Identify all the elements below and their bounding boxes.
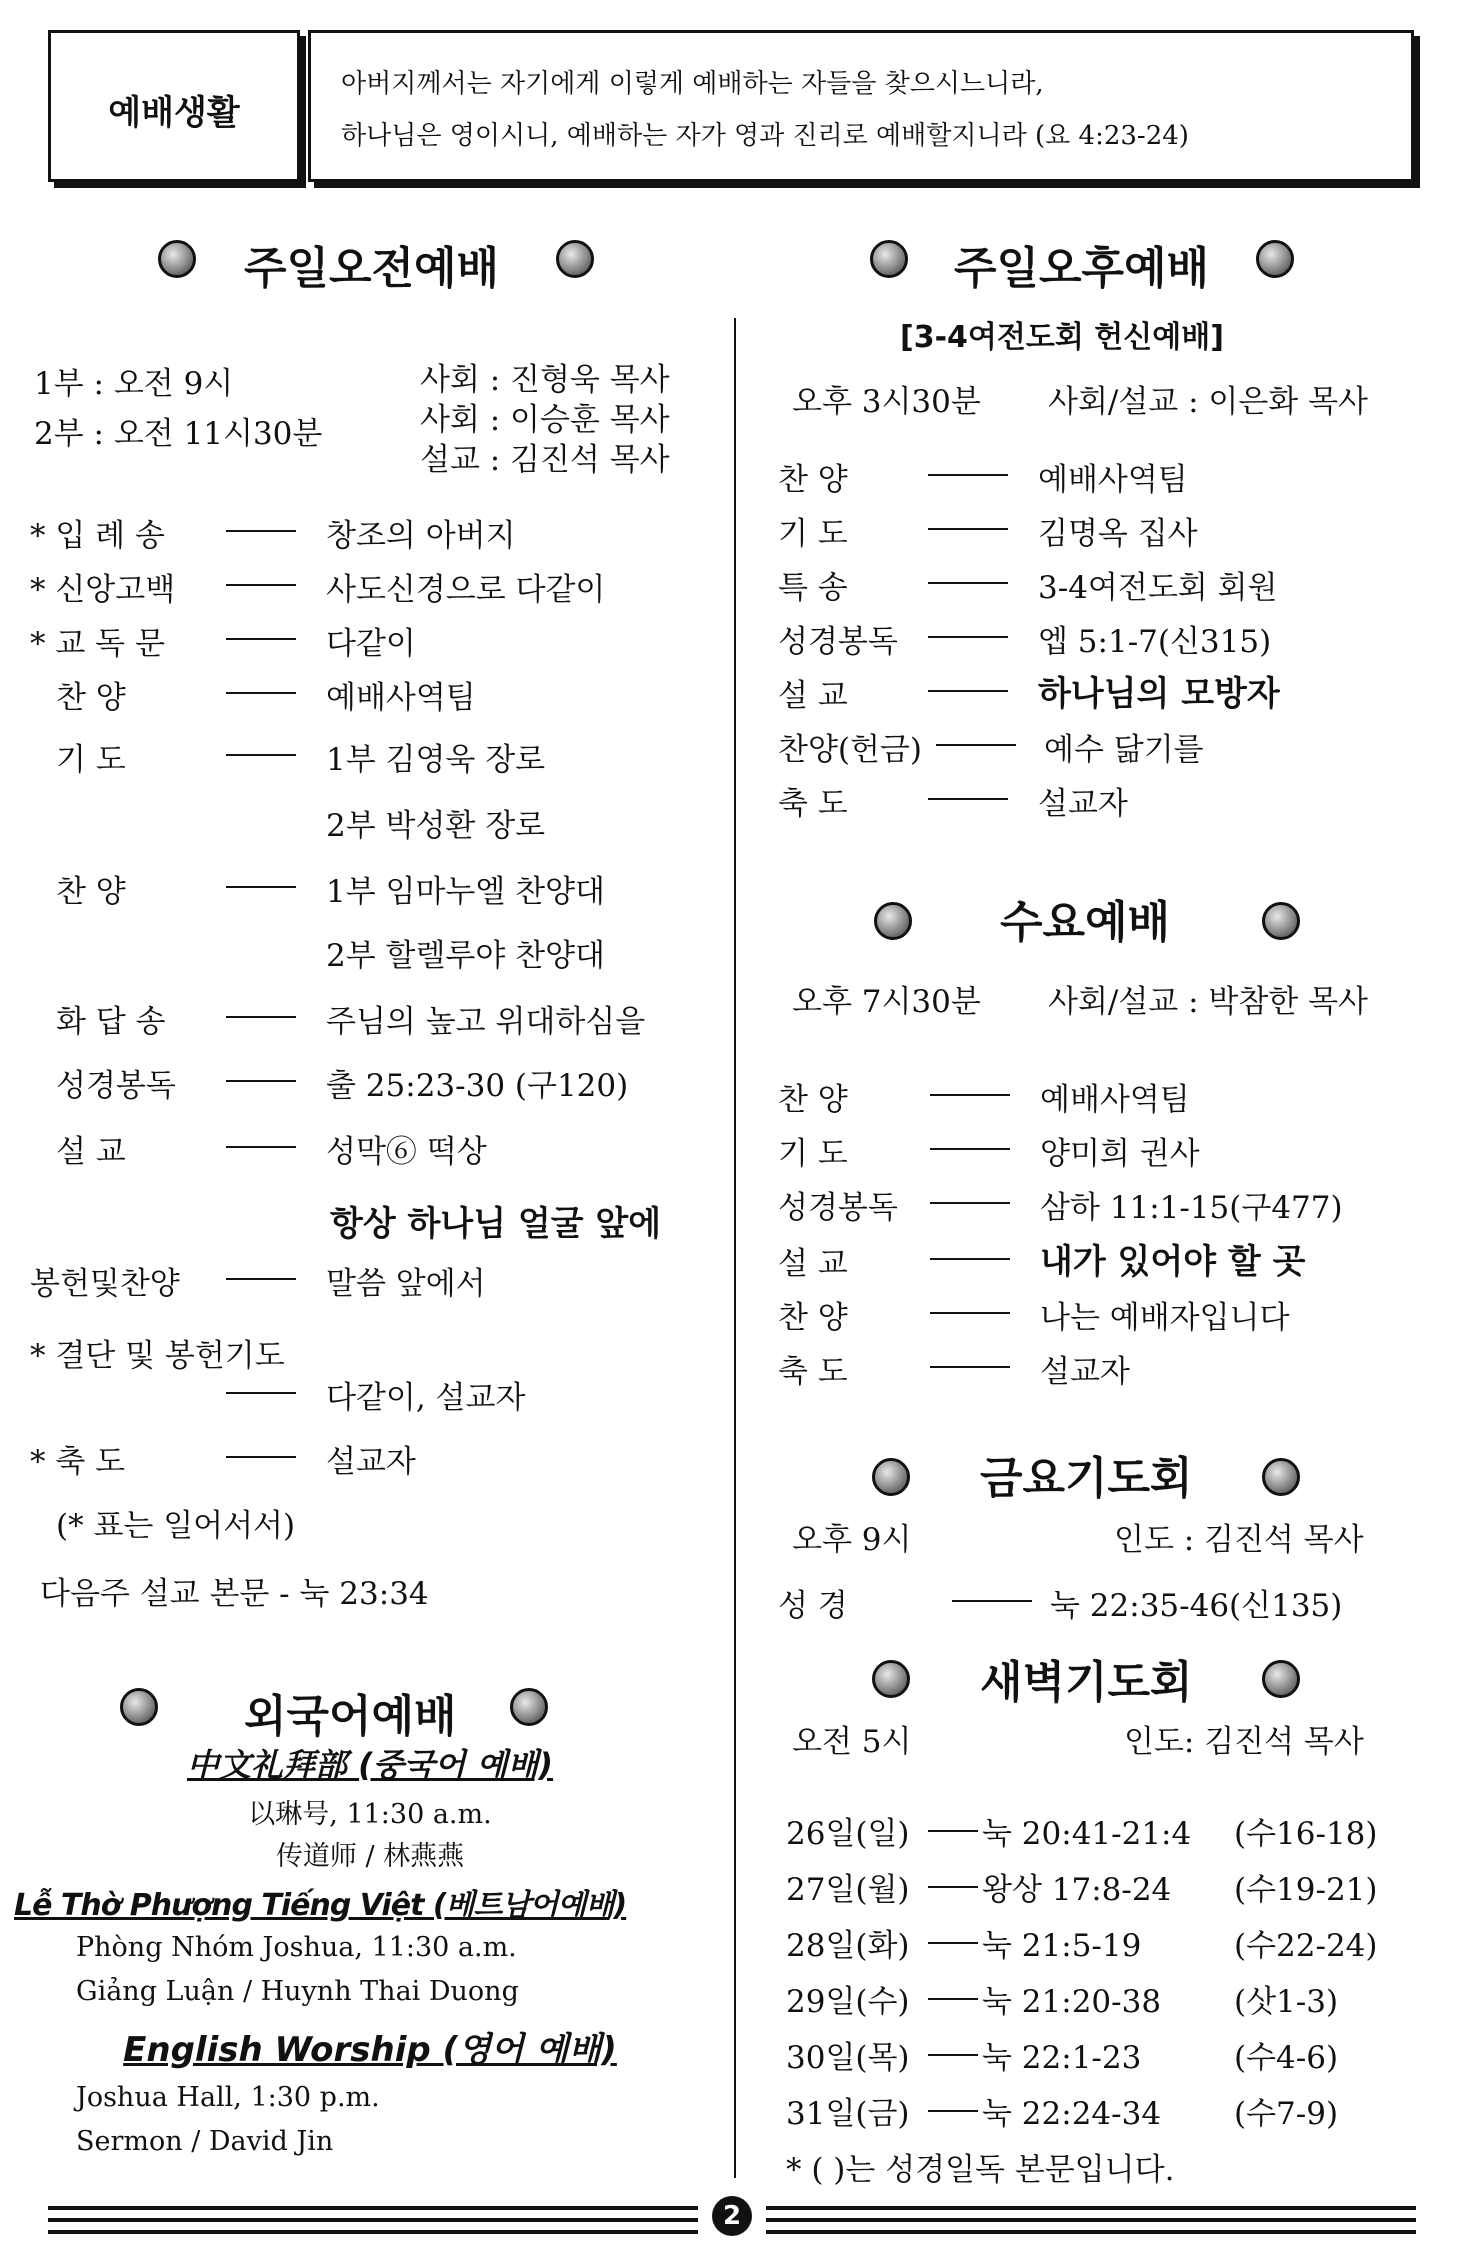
dash-line	[928, 798, 1008, 800]
order-label: 기 도	[778, 516, 848, 552]
bullet-icon	[870, 240, 908, 278]
dash-line	[226, 1278, 296, 1280]
footer-rule-right	[766, 2218, 1416, 2222]
dash-line	[226, 1456, 296, 1458]
dash-line	[928, 1830, 978, 1832]
schedule-ref: (삿1-3)	[1234, 1984, 1339, 2020]
dash-line	[930, 1366, 1010, 1368]
order-label: 찬양(헌금)	[778, 732, 922, 768]
order-label: 성경봉독	[56, 1068, 176, 1104]
section-label-box	[48, 30, 300, 182]
order-value: 사도신경으로 다같이	[326, 572, 606, 608]
order-value: 설교자	[1038, 786, 1128, 822]
offering-label: 봉헌및찬양	[30, 1266, 180, 1302]
english-line-1: Joshua Hall, 1:30 p.m.	[76, 2082, 380, 2113]
order-value: 설교자	[1040, 1354, 1130, 1390]
order-label: 축 도	[778, 786, 848, 822]
dash-line	[936, 744, 1016, 746]
dash-line	[952, 1600, 1032, 1602]
schedule-ref: (수19-21)	[1234, 1872, 1378, 1908]
dawn-time: 오전 5시	[792, 1724, 912, 1760]
next-sermon: 다음주 설교 본문 - 눅 23:34	[40, 1576, 429, 1612]
order-value: 양미희 권사	[1040, 1136, 1200, 1172]
dash-line	[928, 1998, 978, 2000]
afternoon-time: 오후 3시30분	[792, 384, 981, 420]
dash-line	[928, 474, 1008, 476]
scripture-label: 성 경	[778, 1588, 848, 1624]
order-label: * 교 독 문	[30, 626, 165, 662]
wednesday-sermon-title: 내가 있어야 할 곳	[1040, 1242, 1306, 1282]
order-label: * 신앙고백	[30, 572, 176, 608]
bullet-icon	[1262, 1660, 1300, 1698]
schedule-text: 눅 20:41-21:4	[982, 1816, 1192, 1852]
leader-1: 사회 : 진형욱 목사	[420, 362, 670, 398]
schedule-day: 30일(목)	[786, 2040, 910, 2076]
wednesday-title: 수요예배	[1000, 897, 1171, 948]
morning-title: 주일오전예배	[244, 243, 500, 294]
dash-line	[226, 692, 296, 694]
decision-label: * 결단 및 봉헌기도	[30, 1338, 285, 1374]
bullet-icon	[1262, 902, 1300, 940]
bullet-icon	[158, 240, 196, 278]
schedule-text: 눅 21:5-19	[982, 1928, 1142, 1964]
order-value: 2부 박성환 장로	[326, 808, 546, 844]
chinese-line-2: 传道师 / 林燕燕	[275, 1841, 465, 1872]
bullet-icon	[872, 1458, 910, 1496]
dash-line	[226, 584, 296, 586]
order-label: 찬 양	[778, 1082, 848, 1118]
order-label: 찬 양	[56, 874, 126, 910]
dash-line	[928, 2054, 978, 2056]
dawn-title: 새벽기도회	[980, 1657, 1193, 1708]
dash-line	[226, 530, 296, 532]
section-label: 예배생활	[108, 93, 240, 133]
service-1-time: 1부 : 오전 9시	[34, 366, 234, 402]
bullet-icon	[556, 240, 594, 278]
vietnamese-service-title: Lễ Thờ Phượng Tiếng Việt (베트남어예배)	[14, 1888, 627, 1923]
vietnamese-line-1: Phòng Nhóm Joshua, 11:30 a.m.	[76, 1932, 517, 1963]
order-value: 다같이	[326, 626, 416, 662]
verse-line-1: 아버지께서는 자기에게 이렇게 예배하는 자들을 찾으시느니라,	[341, 69, 1044, 99]
order-label: 화 답 송	[56, 1004, 166, 1040]
dash-line	[928, 690, 1008, 692]
dawn-note: * ( )는 성경일독 본문입니다.	[786, 2152, 1175, 2188]
order-value: 성막⑥ 떡상	[326, 1134, 487, 1170]
dash-line	[930, 1148, 1010, 1150]
benediction-value: 설교자	[326, 1444, 416, 1480]
order-label: 설 교	[778, 678, 848, 714]
preacher: 설교 : 김진석 목사	[420, 442, 670, 478]
order-value: 삼하 11:1-15(구477)	[1040, 1190, 1343, 1226]
order-value: 예배사역팀	[1040, 1082, 1190, 1118]
order-value: 예수 닮기를	[1044, 732, 1204, 768]
dash-line	[226, 754, 296, 756]
order-label: 특 송	[778, 570, 848, 606]
dash-line	[928, 1886, 978, 1888]
dash-line	[226, 1392, 296, 1394]
order-value: 출 25:23-30 (구120)	[326, 1068, 629, 1104]
bullet-icon	[1256, 240, 1294, 278]
bullet-icon	[510, 1688, 548, 1726]
benediction-label: * 축 도	[30, 1444, 126, 1480]
schedule-text: 눅 22:24-34	[982, 2096, 1162, 2132]
bullet-icon	[120, 1688, 158, 1726]
order-value: 주님의 높고 위대하심을	[326, 1004, 646, 1040]
dash-line	[930, 1094, 1010, 1096]
footer-rule-right	[766, 2230, 1416, 2234]
order-value: 1부 김영욱 장로	[326, 742, 546, 778]
order-label: 설 교	[56, 1134, 126, 1170]
friday-time: 오후 9시	[792, 1522, 912, 1558]
standing-note: (* 표는 일어서서)	[56, 1508, 296, 1544]
footer-rule-left	[48, 2206, 698, 2210]
dash-line	[930, 1312, 1010, 1314]
dash-line	[928, 582, 1008, 584]
scripture-value: 눅 22:35-46(신135)	[1050, 1588, 1343, 1624]
schedule-day: 28일(화)	[786, 1928, 910, 1964]
dash-line	[928, 1942, 978, 1944]
decision-value: 다같이, 설교자	[326, 1380, 526, 1416]
morning-sermon-title: 항상 하나님 얼굴 앞에	[330, 1204, 662, 1244]
afternoon-leader: 사회/설교 : 이은화 목사	[1048, 384, 1368, 420]
foreign-title: 외국어예배	[244, 1691, 457, 1742]
service-2-time: 2부 : 오전 11시30분	[34, 416, 323, 452]
schedule-day: 29일(수)	[786, 1984, 910, 2020]
dash-line	[930, 1258, 1010, 1260]
order-label: 축 도	[778, 1354, 848, 1390]
order-value: 2부 할렐루야 찬양대	[326, 938, 605, 974]
order-value: 3-4여전도회 회원	[1038, 570, 1278, 606]
afternoon-sermon-title: 하나님의 모방자	[1038, 674, 1280, 714]
english-line-2: Sermon / David Jin	[76, 2126, 334, 2157]
order-label: 성경봉독	[778, 624, 898, 660]
order-label: 찬 양	[778, 462, 848, 498]
order-label: 설 교	[778, 1246, 848, 1282]
verse-box	[308, 30, 1414, 182]
order-value: 김명옥 집사	[1038, 516, 1198, 552]
dash-line	[226, 1016, 296, 1018]
order-value: 엡 5:1-7(신315)	[1038, 624, 1272, 660]
schedule-text: 눅 21:20-38	[982, 1984, 1162, 2020]
english-service-title: English Worship (영어 예배)	[123, 2030, 617, 2070]
footer-rule-right	[766, 2206, 1416, 2210]
order-value: 1부 임마누엘 찬양대	[326, 874, 605, 910]
schedule-day: 26일(일)	[786, 1816, 910, 1852]
dawn-leader: 인도: 김진석 목사	[1124, 1724, 1364, 1760]
order-label: 찬 양	[778, 1300, 848, 1336]
dash-line	[226, 638, 296, 640]
order-label: 기 도	[778, 1136, 848, 1172]
footer-rule-left	[48, 2218, 698, 2222]
bullet-icon	[874, 902, 912, 940]
dash-line	[930, 1202, 1010, 1204]
dash-line	[226, 1080, 296, 1082]
order-value: 창조의 아버지	[326, 518, 516, 554]
friday-title: 금요기도회	[980, 1453, 1193, 1504]
verse-line-2: 하나님은 영이시니, 예배하는 자가 영과 진리로 예배할지니라 (요 4:23-24)	[341, 121, 1189, 151]
column-divider	[734, 318, 736, 2178]
friday-leader: 인도 : 김진석 목사	[1114, 1522, 1364, 1558]
schedule-text: 눅 22:1-23	[982, 2040, 1142, 2076]
dash-line	[928, 528, 1008, 530]
wednesday-leader: 사회/설교 : 박참한 목사	[1048, 984, 1368, 1020]
order-label: 찬 양	[56, 680, 126, 716]
wednesday-time: 오후 7시30분	[792, 984, 981, 1020]
schedule-ref: (수22-24)	[1234, 1928, 1378, 1964]
offering-value: 말씀 앞에서	[326, 1266, 486, 1302]
afternoon-title: 주일오후예배	[954, 243, 1210, 294]
order-value: 예배사역팀	[326, 680, 476, 716]
chinese-line-1: 以琳号, 11:30 a.m.	[248, 1799, 492, 1830]
schedule-day: 27일(월)	[786, 1872, 910, 1908]
order-label: 성경봉독	[778, 1190, 898, 1226]
footer-rule-left	[48, 2230, 698, 2234]
afternoon-subtitle: [3-4여전도회 헌신예배]	[900, 320, 1224, 355]
schedule-text: 왕상 17:8-24	[982, 1872, 1172, 1908]
order-value: 나는 예배자입니다	[1040, 1300, 1290, 1336]
schedule-day: 31일(금)	[786, 2096, 910, 2132]
schedule-ref: (수16-18)	[1234, 1816, 1378, 1852]
order-label: 기 도	[56, 742, 126, 778]
order-value: 예배사역팀	[1038, 462, 1188, 498]
bullet-icon	[872, 1660, 910, 1698]
dash-line	[226, 1146, 296, 1148]
dash-line	[928, 2110, 978, 2112]
schedule-ref: (수4-6)	[1234, 2040, 1339, 2076]
dash-line	[226, 886, 296, 888]
dash-line	[928, 636, 1008, 638]
schedule-ref: (수7-9)	[1234, 2096, 1339, 2132]
vietnamese-line-2: Giảng Luận / Huynh Thai Duong	[76, 1976, 519, 2007]
page-number: 2	[712, 2196, 752, 2236]
leader-2: 사회 : 이승훈 목사	[420, 402, 670, 438]
bullet-icon	[1262, 1458, 1300, 1496]
chinese-service-title: 中文礼拜部 (중국어 예배)	[186, 1746, 554, 1784]
order-label: * 입 례 송	[30, 518, 165, 554]
